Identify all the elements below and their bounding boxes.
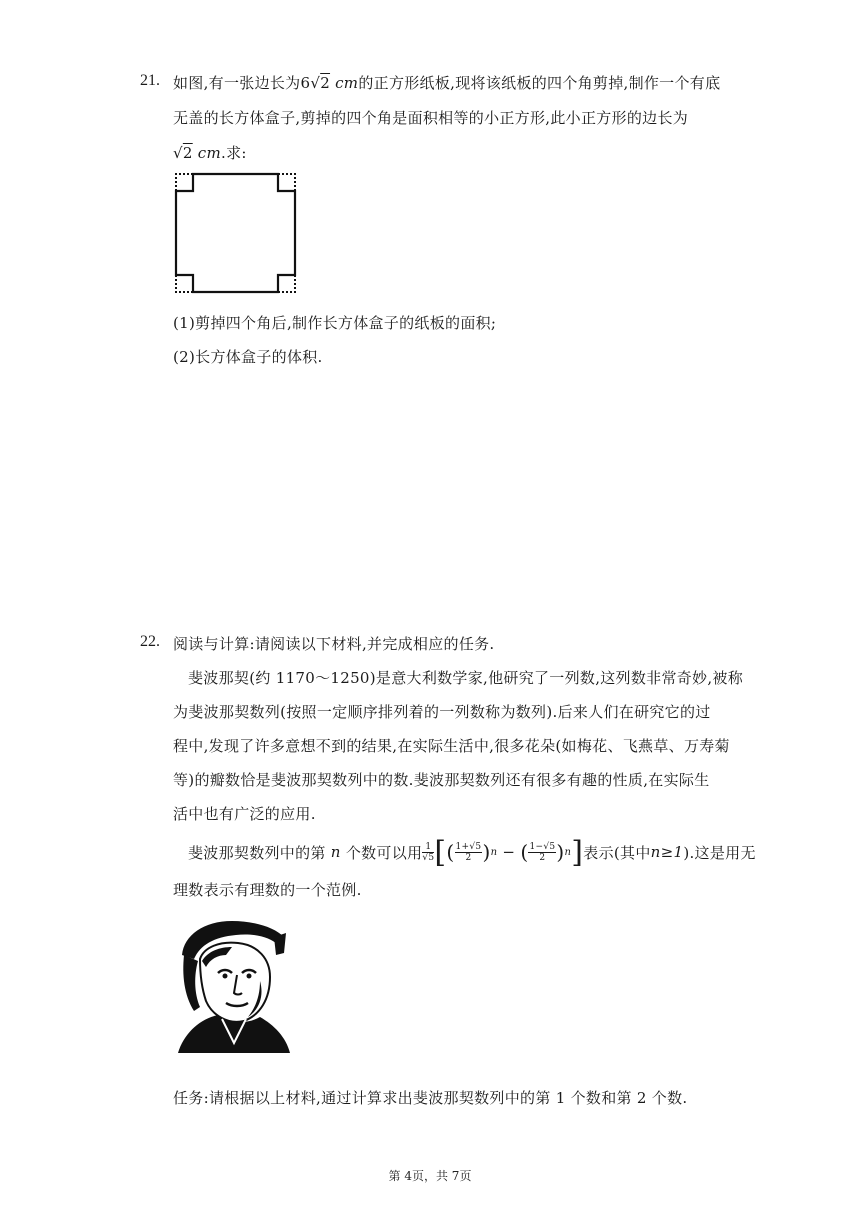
q21-line1-post: 的正方形纸板,现将该纸板的四个角剪掉,制作一个有底: [358, 74, 721, 92]
q21-side-sqrt: √2: [310, 74, 331, 92]
page-footer: 第 4页，共 7页: [388, 1169, 472, 1183]
q22-para1-line-1: 斐波那契(约 1170～1250)是意大利数学家,他研究了一列数,这列数非常奇妙,被称: [188, 669, 744, 687]
square-cutout-diagram: [170, 168, 302, 298]
formula-right-bracket: ]: [571, 834, 584, 870]
q21-number: 21.: [140, 72, 160, 89]
formula-post-a: 表示(其中: [583, 843, 651, 862]
formula-exp-2: n: [564, 846, 572, 858]
q22-number: 22.: [140, 633, 160, 650]
formula-exp-1: n: [490, 846, 498, 858]
q21-part-2: (2)长方体盒子的体积.: [173, 348, 323, 366]
q21-side-unit: cm: [335, 74, 359, 92]
formula-post-b: ).这是用无: [683, 843, 756, 862]
q21-line-2: 无盖的长方体盒子,剪掉的四个角是面积相等的小正方形,此小正方形的边长为: [173, 109, 689, 127]
corner-dashed-br: [278, 275, 295, 292]
q22-para1-line-2: 为斐波那契数列(按照一定顺序排列着的一列数称为数列).后来人们在研究它的过: [173, 703, 711, 721]
q21-small-side-sqrt: √2: [173, 144, 193, 162]
q21-side-coef: 6: [300, 74, 311, 92]
formula-pre: 斐波那契数列中的第: [188, 843, 326, 862]
q21-small-side-unit: cm: [197, 144, 222, 162]
q22-formula-line: 斐波那契数列中的第 n 个数可以用 $\frac{1}{√5}$ [ ( $\frac{1+√5}{2}$ ) n − ( $\frac{1-√5}{2}$ ) n ] 表示(其中 n≥1 ).这是用无: [188, 834, 756, 870]
corner-dashed-bl: [176, 275, 193, 292]
formula-minus-frac: $\frac{1-√5}{2}$: [529, 841, 556, 863]
q22-line-1: 阅读与计算:请阅读以下材料,并完成相应的任务.: [173, 635, 495, 653]
q21-line-3: [173, 142, 247, 163]
formula-one-over-sqrt5: $\frac{1}{√5}$: [422, 841, 435, 863]
q21-line3-post: .求:: [221, 144, 247, 162]
q21-line-1: [173, 72, 720, 93]
formula-minus: −: [502, 843, 516, 861]
cut-outline: [176, 174, 295, 292]
q22-para1-line-5: 活中也有广泛的应用.: [173, 805, 316, 823]
q21-part-1: (1)剪掉四个角后,制作长方体盒子的纸板的面积;: [173, 314, 497, 332]
formula-mid: 个数可以用: [345, 843, 423, 862]
formula-n: n: [330, 843, 341, 861]
formula-plus-frac: $\frac{1+√5}{2}$: [455, 841, 482, 863]
q22-task: 任务:请根据以上材料,通过计算求出斐波那契数列中的第 1 个数和第 2 个数.: [173, 1089, 688, 1107]
q22-para2-line-2: 理数表示有理数的一个范例.: [173, 881, 362, 899]
q21-line1-pre: 如图,有一张边长为: [173, 74, 301, 92]
q22-para1-line-3: 程中,发现了许多意想不到的结果,在实际生活中,很多花朵(如梅花、飞燕草、万寿菊: [173, 737, 730, 755]
formula-condition: n≥1: [650, 843, 684, 861]
corner-dashed-tl: [176, 174, 193, 191]
fibonacci-portrait-image: [174, 915, 294, 1055]
q22-para1-line-4: 等)的瓣数恰是斐波那契数列中的数.斐波那契数列还有很多有趣的性质,在实际生: [173, 771, 710, 789]
corner-dashed-tr: [278, 174, 295, 191]
formula-left-bracket: [: [434, 834, 447, 870]
